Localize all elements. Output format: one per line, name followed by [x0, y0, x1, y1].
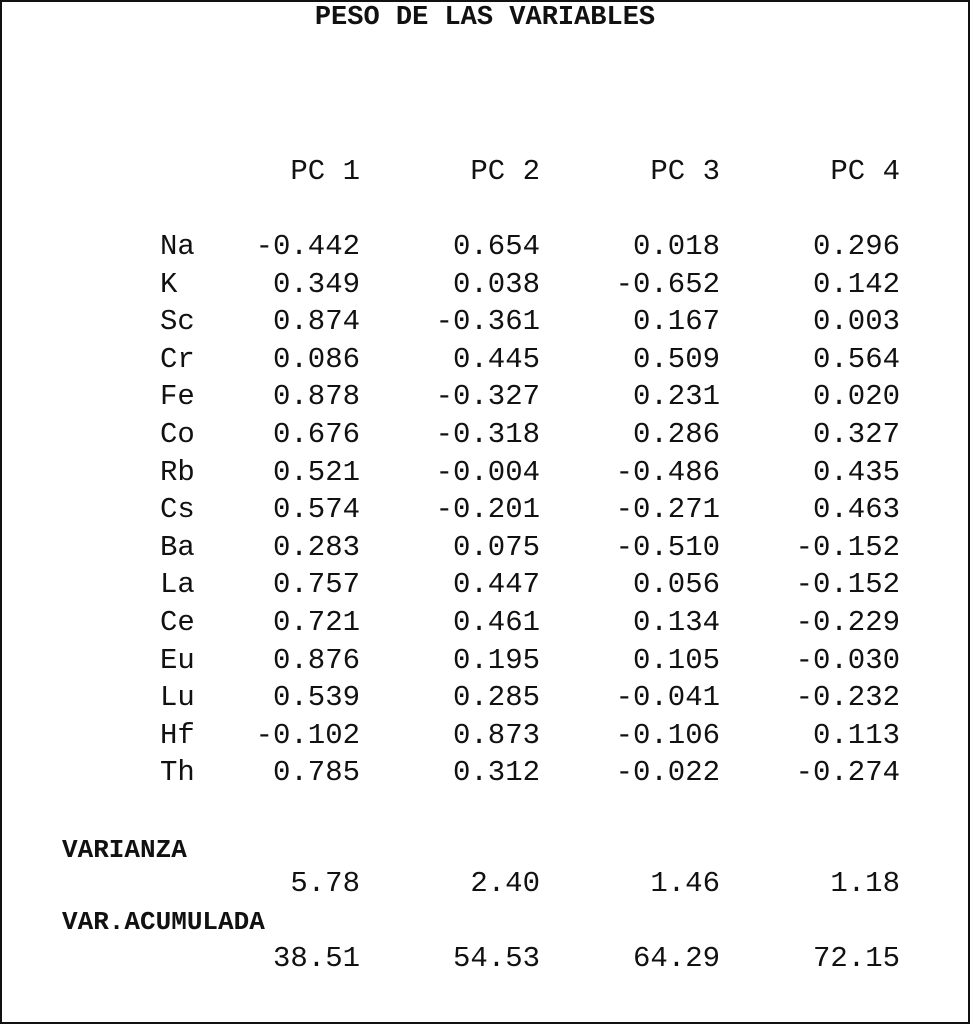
table-cell: 0.654: [452, 230, 540, 263]
table-cell: 0.785: [272, 756, 360, 789]
varianza-value: 1.46: [650, 867, 720, 900]
table-cell: 0.461: [452, 606, 540, 639]
table-cell: -0.229: [795, 606, 900, 639]
table-cell: 0.509: [632, 343, 720, 376]
row-label: La: [160, 568, 195, 601]
row-label: Sc: [160, 305, 195, 338]
row-label: Ba: [160, 531, 195, 564]
table-cell: -0.274: [795, 756, 900, 789]
table-cell: -0.442: [255, 230, 360, 263]
page-title: PESO DE LAS VARIABLES: [314, 3, 656, 33]
table-cell: -0.232: [795, 681, 900, 714]
varianza-value: 2.40: [470, 867, 540, 900]
column-header: PC 4: [830, 155, 900, 188]
table-cell: 0.312: [452, 756, 540, 789]
table-cell: 0.521: [272, 456, 360, 489]
column-header: PC 3: [650, 155, 720, 188]
var-acumulada-value: 64.29: [632, 942, 720, 975]
table-cell: 0.283: [272, 531, 360, 564]
table-cell: 0.286: [632, 418, 720, 451]
table-cell: 0.086: [272, 343, 360, 376]
table-cell: 0.435: [812, 456, 900, 489]
varianza-label: VARIANZA: [62, 835, 187, 865]
table-cell: -0.152: [795, 568, 900, 601]
table-cell: -0.327: [435, 380, 540, 413]
table-cell: 0.876: [272, 644, 360, 677]
table-cell: 0.874: [272, 305, 360, 338]
column-header: PC 1: [290, 155, 360, 188]
table-cell: 0.873: [452, 719, 540, 752]
table-cell: 0.075: [452, 531, 540, 564]
table-cell: -0.152: [795, 531, 900, 564]
column-header: PC 2: [470, 155, 540, 188]
table-cell: 0.134: [632, 606, 720, 639]
table-cell: -0.510: [615, 531, 720, 564]
var-acumulada-value: 38.51: [272, 942, 360, 975]
row-label: Cr: [160, 343, 195, 376]
table-cell: 0.018: [632, 230, 720, 263]
table-cell: 0.463: [812, 493, 900, 526]
table-cell: 0.003: [812, 305, 900, 338]
var-acumulada-label: VAR.ACUMULADA: [62, 907, 265, 937]
table-cell: -0.318: [435, 418, 540, 451]
table-cell: 0.113: [812, 719, 900, 752]
table-cell: 0.564: [812, 343, 900, 376]
table-cell: -0.004: [435, 456, 540, 489]
row-label: Fe: [160, 380, 195, 413]
table-cell: 0.539: [272, 681, 360, 714]
table-cell: 0.349: [272, 268, 360, 301]
table-cell: 0.285: [452, 681, 540, 714]
table-cell: -0.361: [435, 305, 540, 338]
table-cell: -0.271: [615, 493, 720, 526]
row-label: Na: [160, 230, 195, 263]
table-cell: -0.030: [795, 644, 900, 677]
table-cell: 0.038: [452, 268, 540, 301]
row-label: Th: [160, 756, 195, 789]
varianza-value: 1.18: [830, 867, 900, 900]
table-cell: 0.195: [452, 644, 540, 677]
table-cell: 0.327: [812, 418, 900, 451]
table-cell: 0.445: [452, 343, 540, 376]
table-cell: -0.652: [615, 268, 720, 301]
row-label: Cs: [160, 493, 195, 526]
var-acumulada-value: 54.53: [452, 942, 540, 975]
row-label: Lu: [160, 681, 195, 714]
table-cell: 0.721: [272, 606, 360, 639]
table-cell: -0.106: [615, 719, 720, 752]
table-cell: -0.041: [615, 681, 720, 714]
table-cell: 0.878: [272, 380, 360, 413]
table-cell: 0.231: [632, 380, 720, 413]
row-label: K: [160, 268, 178, 301]
table-cell: 0.020: [812, 380, 900, 413]
table-cell: 0.105: [632, 644, 720, 677]
table-cell: 0.757: [272, 568, 360, 601]
table-cell: 0.142: [812, 268, 900, 301]
table-cell: 0.056: [632, 568, 720, 601]
row-label: Eu: [160, 644, 195, 677]
table-cell: -0.201: [435, 493, 540, 526]
table-cell: 0.574: [272, 493, 360, 526]
row-label: Rb: [160, 456, 195, 489]
row-label: Ce: [160, 606, 195, 639]
table-cell: -0.102: [255, 719, 360, 752]
var-acumulada-value: 72.15: [812, 942, 900, 975]
table-cell: 0.296: [812, 230, 900, 263]
table-cell: 0.676: [272, 418, 360, 451]
row-label: Hf: [160, 719, 195, 752]
table-cell: -0.486: [615, 456, 720, 489]
table-cell: 0.447: [452, 568, 540, 601]
varianza-value: 5.78: [290, 867, 360, 900]
table-cell: 0.167: [632, 305, 720, 338]
table-cell: -0.022: [615, 756, 720, 789]
row-label: Co: [160, 418, 195, 451]
